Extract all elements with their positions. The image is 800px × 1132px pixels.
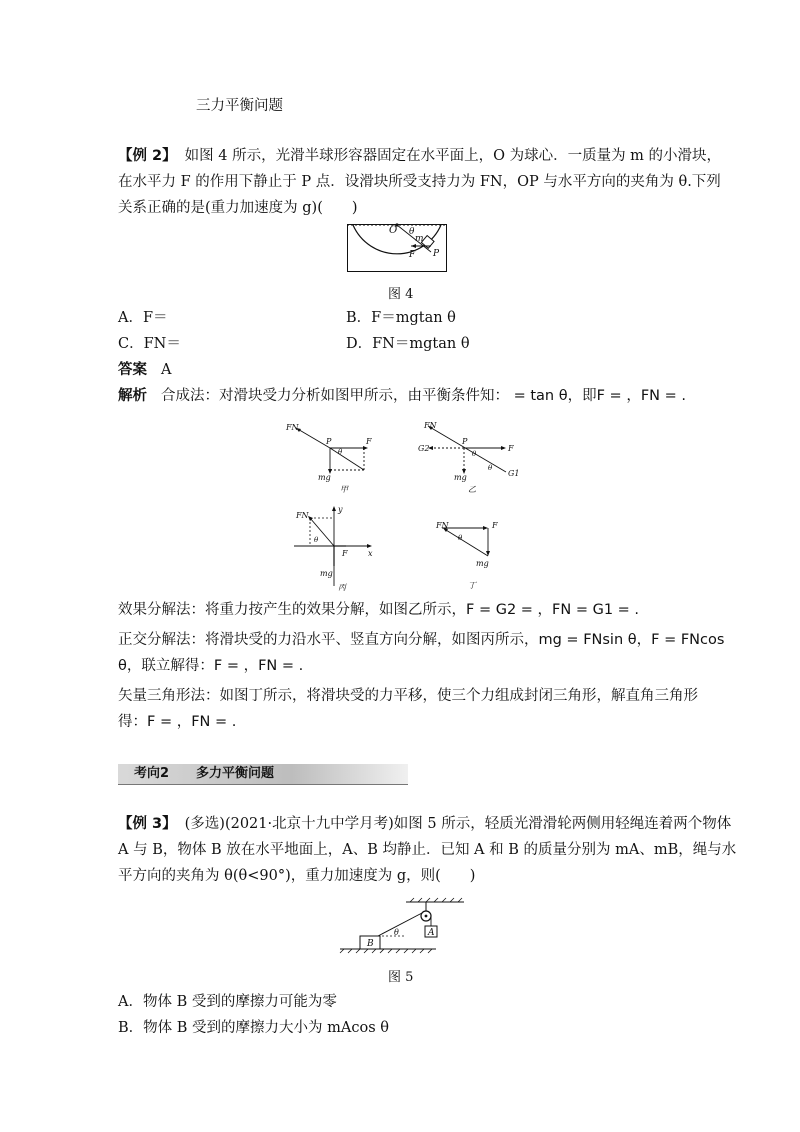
example2-option-c: C．FN＝ (118, 336, 181, 352)
svg-text:F: F (342, 549, 348, 558)
figure5-pulley-system (340, 898, 480, 960)
svg-text:FN: FN (296, 511, 309, 520)
analysis-line: 解析 合成法：对滑块受力分析如图甲所示，由平衡条件知： = tan θ，即F = ，FN = . (118, 388, 686, 404)
svg-text:F: F (366, 437, 372, 446)
example2-option-a: A．F＝ (118, 310, 168, 326)
kaoxiang-underline (118, 784, 408, 785)
example2-line1: 【例 2】 如图 4 所示，光滑半球形容器固定在水平面上，O 为球心．一质量为 m 的小滑块， (118, 148, 722, 164)
svg-text:mg: mg (454, 473, 467, 482)
answer-line (118, 360, 171, 380)
example3-line3: 平方向的夹角为 θ(θ<90°)，重力加速度为 g，则( ) (118, 868, 476, 884)
fig4-label-p: P (433, 249, 440, 259)
example3-line2: A 与 B，物体 B 放在水平地面上，A、B 均静止．已知 A 和 B 的质量分别为 mA、mB，绳与水 (118, 842, 737, 858)
svg-text:θ: θ (458, 534, 463, 542)
example2-line3: 关系正确的是(重力加速度为 g)( ) (118, 200, 358, 216)
svg-text:x: x (368, 549, 373, 558)
svg-text:θ: θ (472, 450, 477, 458)
example2-line2: 在水平力 F 的作用下静止于 P 点．设滑块所受支持力为 FN，OP 与水平方向的夹角为 θ.下列 (118, 174, 721, 190)
fig4-label-theta: θ (409, 227, 415, 237)
subfigure-jia (284, 420, 384, 500)
method-vector-triangle-line1: 矢量三角形法：如图丁所示，将滑块受的力平移，使三个力组成封闭三角形，解直角三角形 (118, 688, 698, 704)
subfigure-yi (418, 420, 528, 500)
fig5-label-b: B (367, 939, 374, 949)
svg-text:FN: FN (436, 521, 449, 530)
svg-text:mg: mg (476, 559, 489, 568)
method-effect-decomposition: 效果分解法：将重力按产生的效果分解，如图乙所示，F = G2 = ，FN = G1 = . (118, 602, 640, 618)
example2-option-b: B．F＝mgtan θ (346, 310, 456, 326)
svg-text:甲: 甲 (340, 485, 348, 494)
method-orthogonal-line2: θ，联立解得：F = ，FN = . (118, 658, 304, 674)
example3-line1: 【例 3】 (多选)(2021·北京十九中学月考)如图 5 所示，轻质光滑滑轮两侧用轻绳连着两个物体 (118, 816, 732, 832)
kaoxiang-label: 考向2 (134, 766, 170, 781)
subfigure-ding (434, 516, 514, 592)
fig4-label-f: F (409, 250, 416, 260)
figure4-caption: 图 4 (388, 287, 414, 302)
fig5-label-a: A (428, 928, 435, 938)
svg-text:θ: θ (338, 448, 343, 456)
figure5-caption: 图 5 (388, 970, 414, 985)
fig4-label-o: O (389, 225, 398, 236)
example2-option-d: D．FN＝mgtan θ (346, 336, 470, 352)
svg-text:y: y (338, 505, 343, 514)
svg-text:P: P (326, 437, 332, 446)
subfigure-bing (290, 504, 380, 592)
example3-option-b: B．物体 B 受到的摩擦力大小为 mAcos θ (118, 1020, 389, 1036)
answer-value: A (161, 362, 172, 378)
example2-tag: 【例 2】 (118, 148, 177, 164)
svg-text:G1: G1 (508, 469, 520, 478)
kaoxiang-title: 多力平衡问题 (196, 766, 275, 781)
svg-text:FN: FN (424, 421, 437, 430)
fig5-label-theta: θ (394, 928, 399, 937)
method-orthogonal-line1: 正交分解法：将滑块受的力沿水平、竖直方向分解，如图丙所示，mg = FNsin θ，F = FNcos (118, 632, 725, 648)
section-title: 三力平衡问题 (196, 98, 283, 114)
answer-label: 答案 (118, 362, 147, 378)
analysis-label: 解析 (118, 388, 147, 404)
svg-text:FN: FN (286, 423, 299, 432)
svg-text:丙: 丙 (338, 583, 346, 592)
svg-text:θ: θ (314, 536, 319, 544)
svg-text:F: F (492, 521, 498, 530)
example3-option-a: A．物体 B 受到的摩擦力可能为零 (118, 994, 337, 1010)
example3-tag: 【例 3】 (118, 816, 177, 832)
method-vector-triangle-line2: 得：F = ，FN = . (118, 714, 237, 730)
svg-text:F: F (508, 444, 514, 453)
svg-text:丁: 丁 (468, 581, 476, 590)
figure4-hemisphere-container (347, 224, 447, 276)
svg-text:mg: mg (318, 473, 331, 482)
svg-text:mg: mg (320, 569, 333, 578)
svg-text:P: P (462, 437, 468, 446)
svg-text:θ: θ (488, 464, 493, 472)
fig4-label-m: m (415, 234, 424, 244)
svg-text:G2: G2 (418, 444, 430, 453)
svg-text:乙: 乙 (468, 485, 476, 494)
